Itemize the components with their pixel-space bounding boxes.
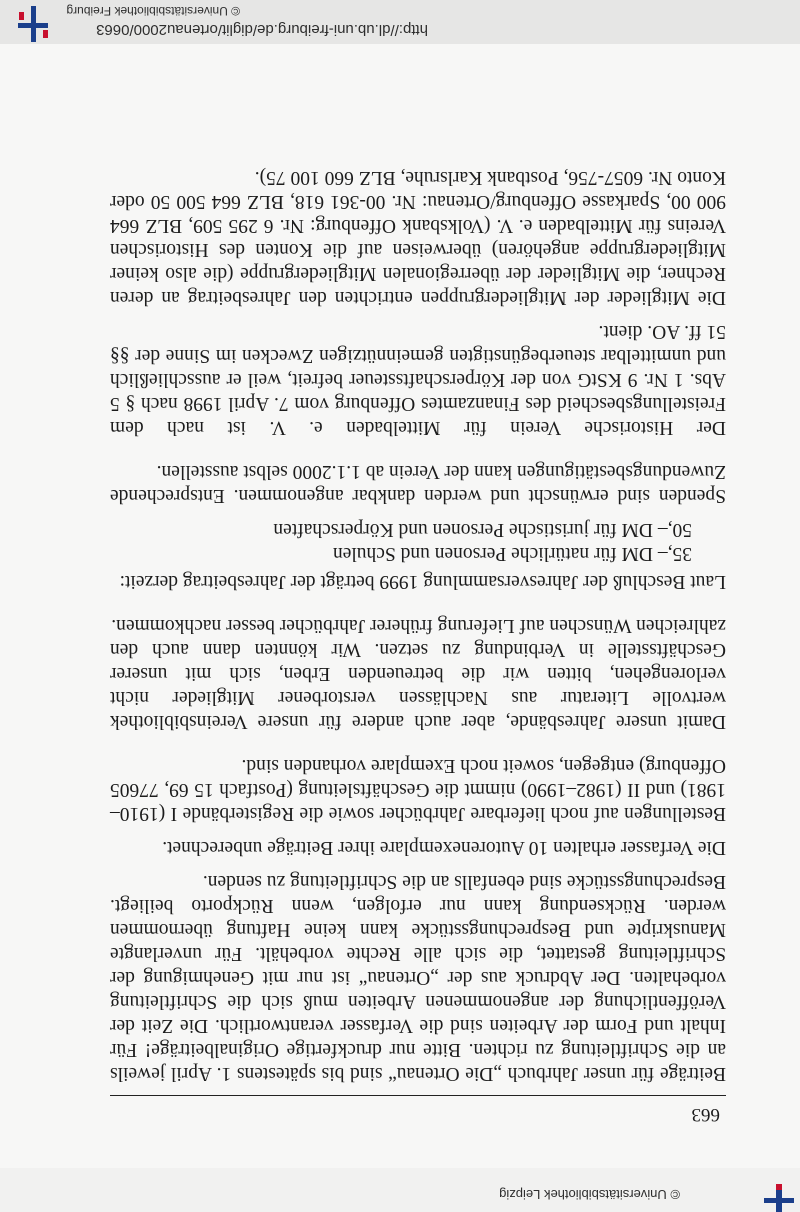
library-logo-icon — [754, 1172, 794, 1212]
paragraph: Damit unsere Jahresbände, aber auch andere für unsere Vereinsbibliothek wertvolle Literatur aus Nachlässen verstorbener Mitglieder nicht verlorengehen, bitten wir die betreuenden Erben, sich mit unserer Geschäftsstelle in Verbindung zu setzen. Wir könnten dann auch den zahlreichen Wünschen auf Lieferung früherer Jahrbücher besser nachkommen. — [110, 615, 726, 732]
paragraph: Beiträge für unser Jahrbuch „Die Ortenau“ sind bis spätestens 1. April jeweils an die Schriftleitung zu richten. Bitte nur druckfertige Originalbeiträge! Für Inhalt und Form der Arbeiten sind die Verfasser verantwortlich. Die Zeit der Veröffentlichung der angenommenen Arbeiten muß sich die Schriftleitung vorbehalten. Der Abdruck aus der „Ortenau“ ist nur mit Genehmigung der Schriftleitung gestattet, die sich alle Rechte vorbehält. Für unverlangte Manuskripte und Besprechungsstücke kann keine Haftung übernommen werden. Rücksendung kann nur erfolgen, wenn Rückporto beiliegt. Besprechungsstücke sind ebenfalls an die Schriftleitung zu senden. — [110, 871, 726, 1084]
university-logo-icon — [14, 2, 54, 42]
viewer-header — [0, 1168, 800, 1212]
paragraph: Der Historische Verein für Mittelbaden e. V. ist nach dem Freistellungsbescheid des Finanzamtes Offenburg vom 7. April 1998 nach § 5 Abs. 1 Nr. 9 KStG von der Körperschaftssteuer befreit, weil er ausschließlich und unmittelbar steuerbegünstigten gemeinnützigen Zwecken im Sinne der §§ 51 ff. AO. dient. — [110, 321, 726, 438]
source-url: http://dl.ub.uni-freiburg.de/diglit/ortenau2000/0663 — [96, 21, 428, 38]
paragraph: Die Mitglieder der Mitgliedergruppen entrichten den Jahresbeitrag an deren Rechner, die Mitglieder der überregionalen Mitgliedergruppe (die also keiner Mitgliedergruppe angehören) überweisen auf die Konten des Historischen Vereins für Mittelbaden e. V. (Volksbank Offenburg: Nr. 6 295 509, BLZ 664 900 00, Sparkasse Offenburg/Ortenau: Nr. 00-361 618, BLZ 664 500 50 oder Konto Nr. 6057-756, Postbank Karlsruhe, BLZ 660 100 75). — [110, 167, 726, 308]
viewer-footer — [0, 0, 800, 44]
header-rule — [110, 1095, 726, 1096]
top-credit: © Universitätsbibliothek Leipzig — [499, 1187, 680, 1202]
paragraph: Bestellungen auf noch lieferbare Jahrbücher sowie die Registerbände I (1910–1981) und II (1982–1990) nimmt die Geschäftsleitung (Postfach 15 69, 77605 Offenburg) entgegen, soweit noch Exemplare vorhanden sind. — [110, 755, 726, 824]
fee-line: 35,– DM für natürliche Personen und Schulen — [332, 543, 692, 564]
paragraph: Spenden sind erwünscht und werden dankbar angenommen. Entsprechende Zuwendungsbestätigungen kann der Verein ab 1.1.2000 selbst ausstellen. — [110, 461, 726, 506]
fee-line: 50,– DM für juristische Personen und Körperschaften — [273, 519, 692, 540]
page-number: 663 — [691, 1104, 720, 1125]
bottom-credit: © Universitätsbibliothek Freiburg — [66, 4, 240, 18]
document-page — [110, 155, 726, 1126]
paragraph: Laut Beschluß der Jahresversammlung 1999 beträgt der Jahresbeitrag derzeit: — [119, 571, 726, 592]
paragraph: Die Verfasser erhalten 10 Autorenexemplare ihrer Beiträge unberechnet. — [162, 837, 726, 858]
